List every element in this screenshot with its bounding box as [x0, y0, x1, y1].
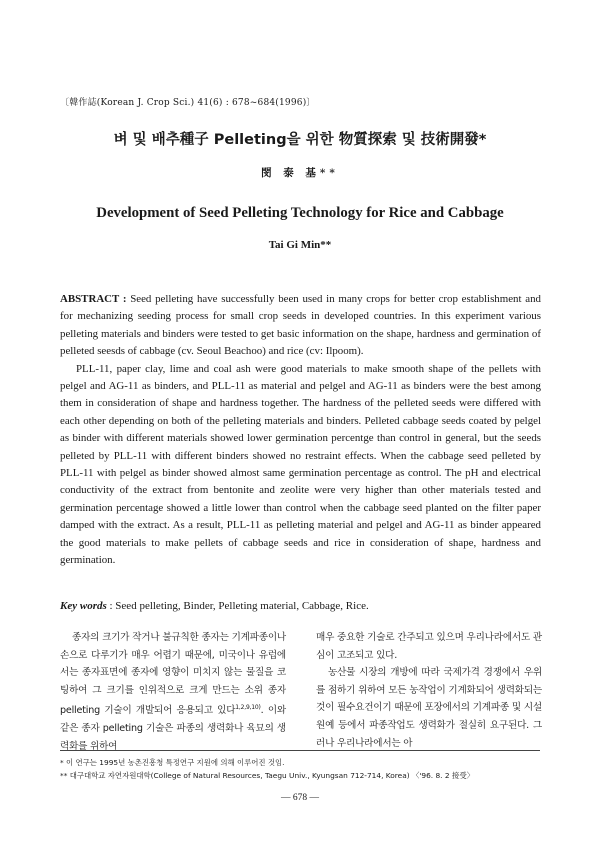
body-text-left-cont: . 이와 같은 종자 pelleting 기술은 파종의 생력화나 육묘의 생력화를 위하여 — [60, 705, 286, 752]
journal-reference: 〔韓作誌(Korean J. Crop Sci.) 41(6) : 678~684(1996)〕 — [60, 98, 316, 108]
korean-author: 閔 泰 基** — [261, 167, 339, 179]
footnote-divider — [60, 750, 540, 751]
abstract — [60, 291, 541, 570]
body-paragraph-1 — [60, 629, 286, 755]
page-number: — 678 — — [281, 793, 319, 803]
abstract-label: ABSTRACT : — [60, 293, 131, 305]
body-text-left: 종자의 크기가 작거나 불규칙한 종자는 기계파종이나 손으로 다루기가 매우 어렵기 때문에, 미국이나 유럽에서는 종자표면에 종자에 영향이 미치지 않는 물질을 코팅하여 그 크기를 인위적으로 크게 만드는 소위 종자 pelleting 기술이 개발되어 응용되고 있다 — [60, 632, 286, 717]
body-paragraph-1-cont: 매우 중요한 기술로 간주되고 있으며 우리나라에서도 관심이 고조되고 있다. — [316, 632, 542, 661]
body-paragraph-2: 농산물 시장의 개방에 따라 국제가격 경쟁에서 우위를 점하기 위하여 모든 농작업이 기계화되어 생력화되는 것이 필수요건이기 때문에 포장에서의 기계파종 및 시설원예 등에서 파종작업도 생력화가 절실히 요구된다. 그러나 우리나라에서는 아 — [316, 667, 542, 749]
abstract-text-1: Seed pelleting have successfully been used in many crops for better crop establishment and for mechanizing seeding process for small crop seeds in developed countries. In this experiment various pelleting materials and binders were tested to get basic information on the shape, hardness and germination of pelleted seesds of cabbage (cv. Seoul Beachoo) and rice (cv: Ilpoom). — [60, 293, 541, 358]
abstract-paragraph-2: PLL-11, paper clay, lime and coal ash were good materials to make smooth shape of the pellets with pelgel and AG-11 as binders, and PLL-11 as material and pelgel and AG-11 as binders were the best among them in consideration of shape and hardness together. The hardness of the pelleted seeds were differed with each other depending on both of the pelleting materials and binders. Pelleted cabbage seeds coated by pelgel as binder with different materials showed lower germination percentge than control in general, but the seeds pelleted by PLL-11 with different binders showed no restraint effects. When the cabbage seed pelleted by PLL-11 with pelgel as binder showed almost same germination percentage as control. The pH and electrical conductivity of the extract from bentonite and zeolite were very higher than other materials tested and germination percentage showed a little lower than control when the cabbage seed planted on the filter paper damped with the extract. As a result, PLL-11 as pelleting material and pelgel and AG-11 as binder appeared the good materials to make pellets of cabbage seeds and rice in consideration of shape, hardness and germination. — [60, 362, 541, 567]
citation-superscript: 1,2,9,10) — [235, 704, 261, 712]
footnote-funding: * 이 연구는 1995년 농촌진흥청 특정연구 지원에 의해 이루어진 것임. — [60, 758, 285, 767]
keywords — [60, 600, 550, 612]
korean-title: 벼 및 배추種子 Pelleting을 위한 物質探索 및 技術開發* — [113, 132, 487, 148]
keywords-label: Key words — [60, 600, 107, 612]
footnote-affiliation: ** 대구대학교 자연자원대학(College of Natural Resources, Taegu Univ., Kyungsan 712-714, Korea) 〈'96. 8. 2 接受〉 — [60, 771, 475, 780]
keywords-text: : Seed pelleting, Binder, Pelleting material, Cabbage, Rice. — [106, 600, 369, 612]
body-column-right — [316, 629, 542, 752]
english-author: Tai Gi Min** — [268, 239, 332, 251]
english-title: Development of Seed Pelleting Technology for Rice and Cabbage — [96, 205, 504, 221]
abstract-paragraph-1 — [60, 291, 541, 361]
body-column-left — [60, 629, 286, 755]
